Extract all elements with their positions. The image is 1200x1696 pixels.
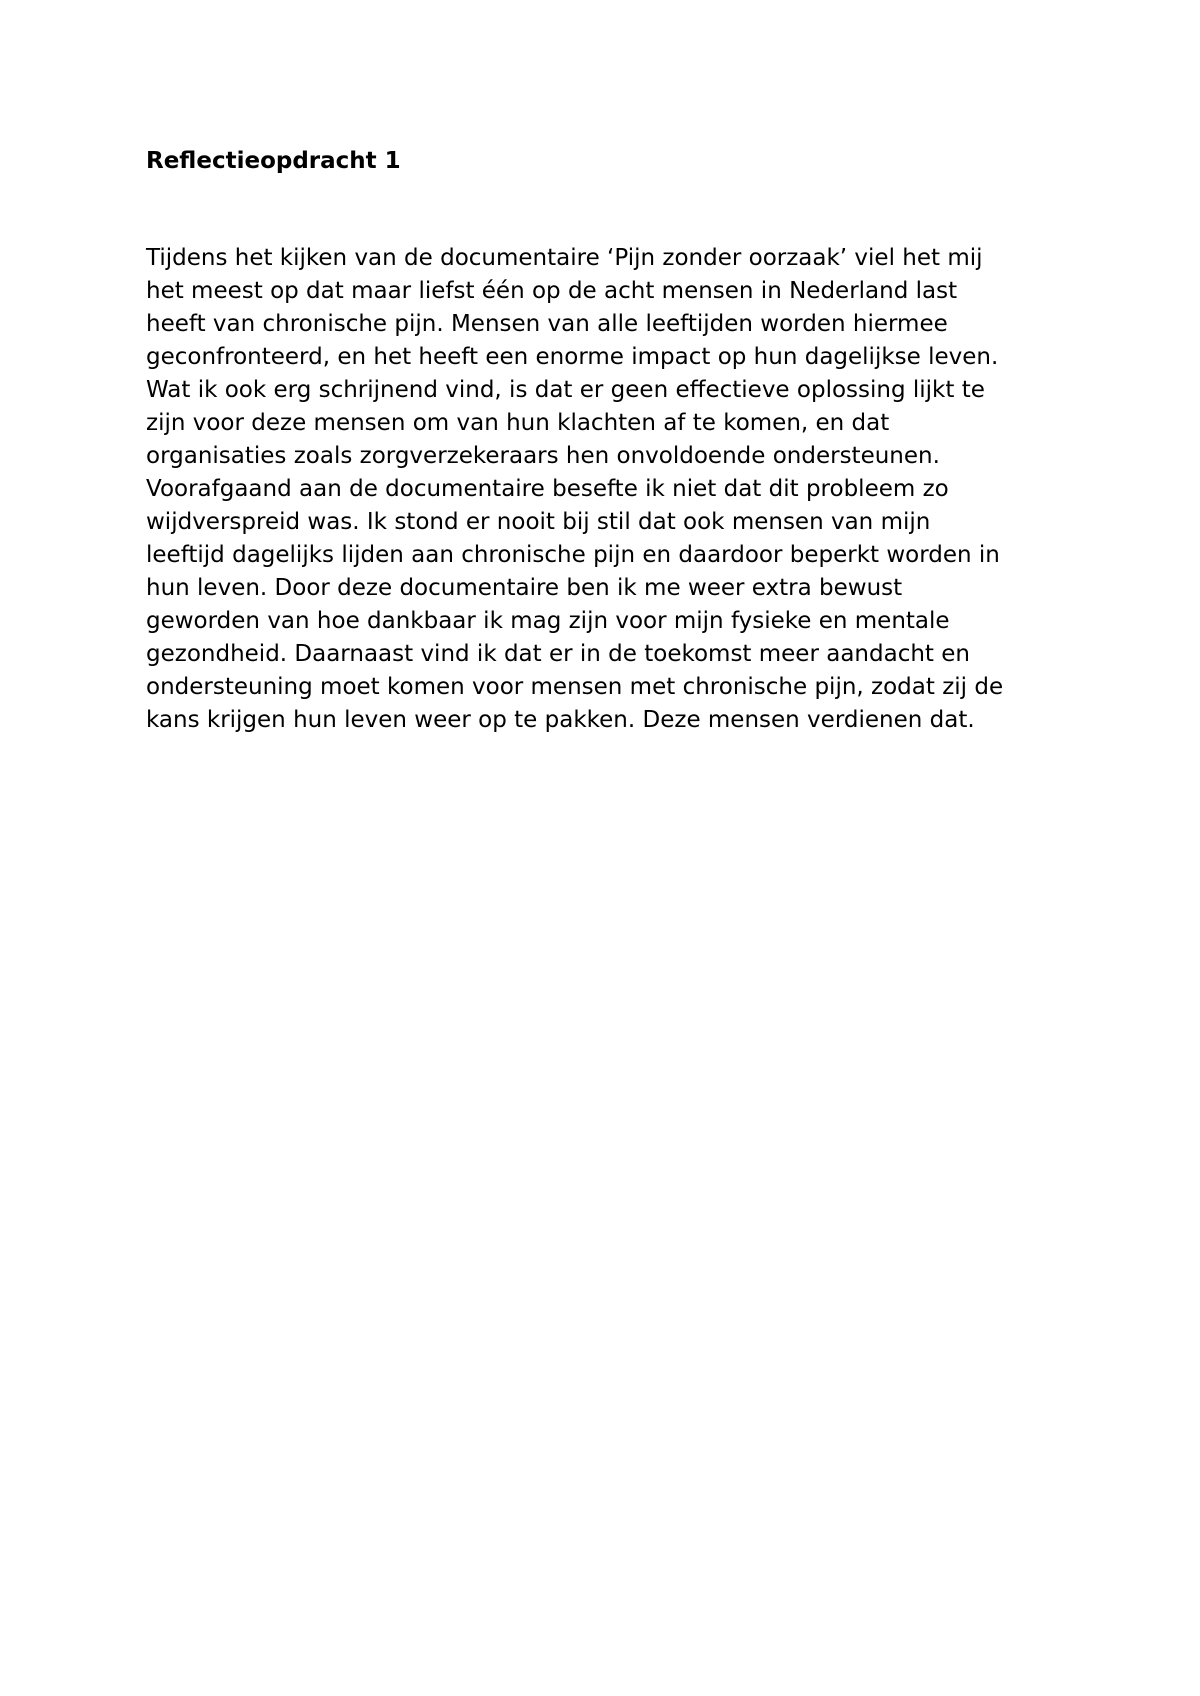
paragraph-line: het meest op dat maar liefst één op de acht mensen in Nederland last [146,278,958,304]
reflection-paragraph [146,242,1126,737]
paragraph-line: wijdverspreid was. Ik stond er nooit bij stil dat ook mensen van mijn [146,509,931,535]
paragraph-line: ondersteuning moet komen voor mensen met chronische pijn, zodat zij de [146,674,1004,700]
paragraph-line: geconfronteerd, en het heeft een enorme impact op hun dagelijkse leven. [146,344,999,370]
paragraph-line: Tijdens het kijken van de documentaire ‘Pijn zonder oorzaak’ viel het mij [146,245,983,271]
paragraph-line: Wat ik ook erg schrijnend vind, is dat er geen effectieve oplossing lijkt te [146,377,985,403]
paragraph-line: gezondheid. Daarnaast vind ik dat er in de toekomst meer aandacht en [146,641,970,667]
paragraph-line: geworden van hoe dankbaar ik mag zijn voor mijn fysieke en mentale [146,608,950,634]
paragraph-line: leeftijd dagelijks lijden aan chronische pijn en daardoor beperkt worden in [146,542,1000,568]
paragraph-line: kans krijgen hun leven weer op te pakken. Deze mensen verdienen dat. [146,707,975,733]
paragraph-line: Voorafgaand aan de documentaire besefte ik niet dat dit probleem zo [146,476,949,502]
paragraph-line: organisaties zoals zorgverzekeraars hen onvoldoende ondersteunen. [146,443,940,469]
document-title: Reflectieopdracht 1 [146,148,401,174]
paragraph-line: zijn voor deze mensen om van hun klachten af te komen, en dat [146,410,890,436]
paragraph-line: heeft van chronische pijn. Mensen van alle leeftijden worden hiermee [146,311,948,337]
paragraph-line: hun leven. Door deze documentaire ben ik me weer extra bewust [146,575,903,601]
